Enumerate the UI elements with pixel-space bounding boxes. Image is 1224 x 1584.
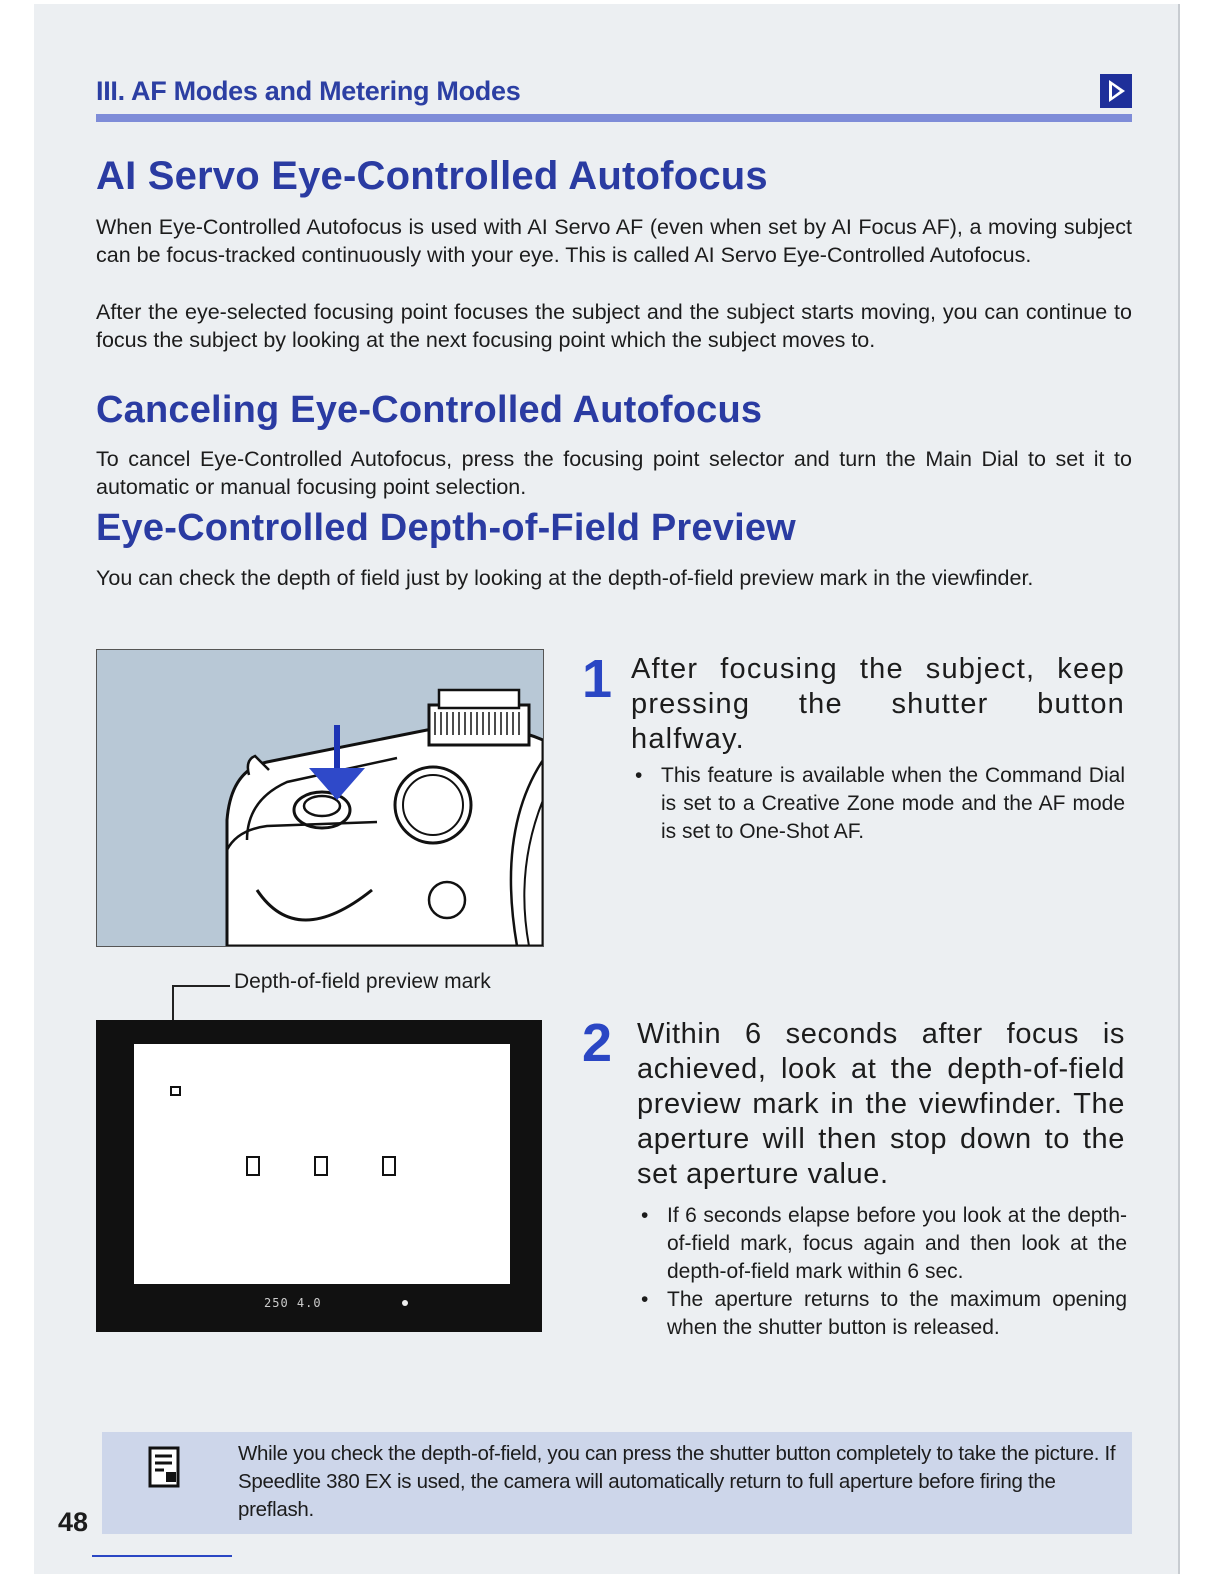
preview-paragraph: You can check the depth of field just by looking at the depth-of-field preview mark in the viewfinder.: [96, 566, 1034, 590]
step-1-title: After focusing the subject, keep pressing the shutter button halfway.: [631, 653, 1125, 755]
viewfinder-readout: 250 4.0: [264, 1296, 322, 1310]
step-1-bullet: • This feature is available when the Command Dial is set to a Creative Zone mode and the AF mode is set to One-Shot AF.: [633, 762, 1125, 846]
note-box: [102, 1432, 1132, 1534]
focus-point-right-icon: [382, 1156, 396, 1176]
focus-confirmation-icon: [402, 1300, 408, 1306]
section-title: III. AF Modes and Metering Modes: [96, 76, 521, 106]
dof-preview-mark-icon: [170, 1086, 181, 1096]
servo-paragraph-1: When Eye-Controlled Autofocus is used with AI Servo AF (even when set by AI Focus AF), a moving subject can be focus-tracked continuously with your eye. This is called AI Servo Eye-Controlled Autofocus.: [96, 215, 1132, 267]
manual-page: [34, 4, 1180, 1574]
next-page-icon[interactable]: [1100, 74, 1132, 108]
step-2-bullets: [639, 1202, 1127, 1342]
step-1-number: 1: [582, 649, 613, 709]
callout-leader-horizontal: [172, 985, 230, 987]
camera-shutter-illustration-icon: [97, 650, 543, 946]
heading-ai-servo: AI Servo Eye-Controlled Autofocus: [96, 154, 768, 198]
step-2-title: Within 6 seconds after focus is achieved, look at the depth-of-field preview mark in the viewfinder. The aperture will then stop down to the set aperture value.: [637, 1018, 1125, 1190]
step-2-bullet: • The aperture returns to the maximum opening when the shutter button is released.: [639, 1286, 1127, 1342]
focus-point-left-icon: [246, 1156, 260, 1176]
viewfinder-screen: [134, 1044, 510, 1284]
step-2-number: 2: [582, 1013, 613, 1073]
step-2-bullet: • If 6 seconds elapse before you look at the depth-of-field mark, focus again and then look at the depth-of-field mark within 6 sec.: [639, 1202, 1127, 1286]
note-text: While you check the depth-of-field, you can press the shutter button completely to take the picture. If Speedlite 380 EX is used, the camera will automatically return to full aperture before firing the preflash.: [238, 1442, 1116, 1521]
section-rule: [96, 114, 1132, 122]
step-1-bullets: [633, 762, 1125, 846]
focus-point-center-icon: [314, 1156, 328, 1176]
callout-label: Depth-of-field preview mark: [234, 970, 491, 993]
viewfinder-illustration: [96, 1020, 542, 1332]
cancel-paragraph: To cancel Eye-Controlled Autofocus, press the focusing point selector and turn the Main Dial to set it to automatic or manual focusing point selection.: [96, 447, 1132, 499]
section-header: [96, 74, 1132, 110]
heading-canceling: Canceling Eye-Controlled Autofocus: [96, 389, 763, 431]
camera-illustration: [96, 649, 544, 947]
memo-icon: [148, 1446, 182, 1488]
servo-paragraph-2: After the eye-selected focusing point focuses the subject and the subject starts moving, you can continue to focus the subject by looking at the next focusing point which the subject moves to.: [96, 300, 1132, 352]
page-number: 48: [58, 1507, 89, 1537]
heading-dof-preview: Eye-Controlled Depth-of-Field Preview: [96, 507, 796, 549]
bottom-underline: [92, 1555, 232, 1557]
